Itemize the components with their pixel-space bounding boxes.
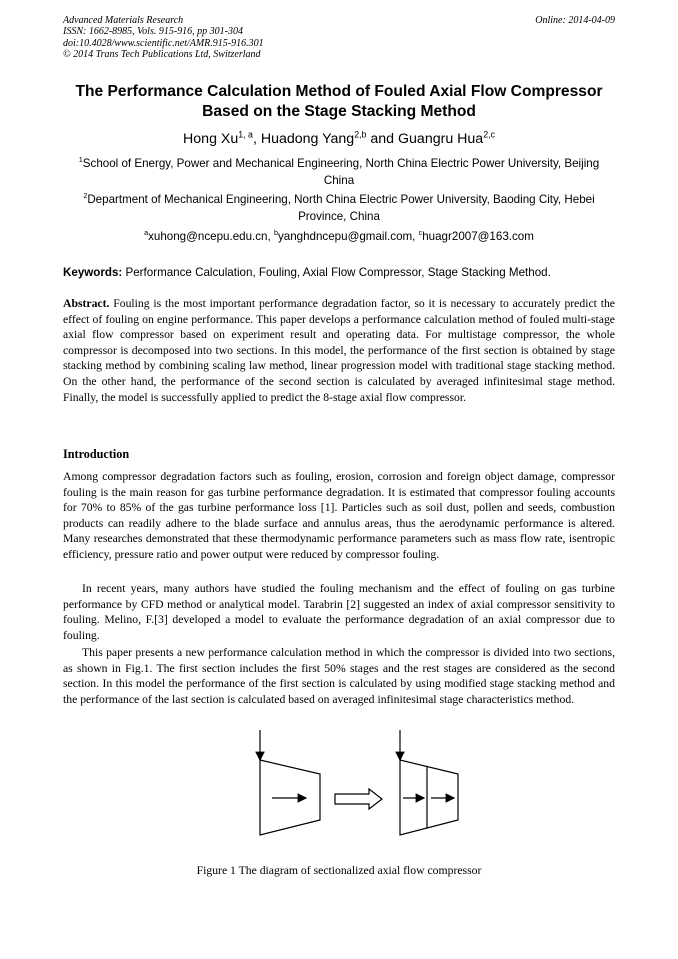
email-sup: a <box>144 228 149 238</box>
author-name: Huadong Yang <box>260 131 355 147</box>
copyright-line: © 2014 Trans Tech Publications Ltd, Switzerland <box>63 49 261 61</box>
intro-paragraph-1: Among compressor degradation factors such as fouling, erosion, corrosion and foreign object damage, compressor fouling is the main reason for gas turbine performance degradation. It is estimated that compressor fouling accounts for 70% to 85% of the gas turbine performance loss [1]. Particles such as soil dust, pollen and seeds, combustion products can readily adhere to the blade surface and annulus areas, thus the aerodynamic performance is altered. Many researches demonstrated that these thermodynamic performance parameters such as mass flow rate, isentropic efficiency, pressure ratio and power output were reduced by compressor fouling. <box>63 470 615 561</box>
transform-arrow <box>335 789 382 809</box>
author-sep: , <box>252 131 261 147</box>
keywords-label: Keywords: <box>63 266 123 279</box>
affiliation-1 <box>63 155 615 189</box>
email-list <box>63 229 615 245</box>
affiliation-sup: 1 <box>78 155 83 165</box>
email-text: yanghdncepu@gmail.com, <box>277 230 419 243</box>
author-sup: 1, a <box>238 129 253 140</box>
author-list <box>63 130 615 148</box>
section-heading: Introduction <box>63 447 130 461</box>
author-name: Hong Xu <box>183 131 239 147</box>
email-text: xuhong@ncepu.edu.cn, <box>148 230 274 243</box>
author-sup: 2,b <box>354 129 367 140</box>
email-sup: c <box>418 228 423 238</box>
doi-line: doi:10.4028/www.scientific.net/AMR.915-916.301 <box>63 37 264 49</box>
author-sep: and <box>366 131 398 147</box>
abstract <box>63 296 615 405</box>
online-date: Online: 2014-04-09 <box>535 15 615 26</box>
email-sup: b <box>273 228 278 238</box>
affiliation-text: Department of Mechanical Engineering, North China Electric Power University, Baoding City, Hebei Province, China <box>87 193 595 223</box>
intro-paragraph-2: In recent years, many authors have studied the fouling mechanism and the effect of fouling on gas turbine performance by CFD method or analytical model. Tarabrin [2] suggested an index of axial compressor sensitivity to fouling. Melino, F.[3] developed a model to evaluate the performance degradation of an axial compressor due to fouling. <box>63 582 615 642</box>
figure-caption: Figure 1 The diagram of sectionalized axial flow compressor <box>196 864 482 877</box>
title-line: Based on the Stage Stacking Method <box>202 103 476 120</box>
title-line: The Performance Calculation Method of Fouled Axial Flow Compressor <box>75 83 603 100</box>
author-sup: 2,c <box>483 129 495 140</box>
affiliation-text: School of Energy, Power and Mechanical Engineering, North China Electric Power University, Beijing China <box>82 157 600 187</box>
affiliation-2 <box>63 191 615 225</box>
email-text: huagr2007@163.com <box>422 230 534 243</box>
issn-line: ISSN: 1662-8985, Vols. 915-916, pp 301-304 <box>63 26 243 38</box>
author-name: Guangru Hua <box>398 131 484 147</box>
journal-name: Advanced Materials Research <box>63 15 184 26</box>
intro-paragraph-3: This paper presents a new performance calculation method in which the compressor is divided into two sections, as shown in Fig.1. The first section includes the first 50% stages and the rest stages are considered as the second section. In this model the performance of the first section is calculated by using modified stage stacking method and the performance of the last section is calculated based on averaged infinitesimal stage characteristics method. <box>63 646 615 706</box>
keywords <box>63 265 615 280</box>
abstract-text: Fouling is the most important performance degradation factor, so it is necessary to accurately predict the effect of fouling on engine performance. This paper develops a performance calculation method of fouled multi-stage axial flow compressor based on experiment result and operating data. For multistage compressor, the whole compressor is decomposed into two sections. In this model, the performance of the first section is obtained by stage stacking method by combining scaling law method, linear progression model with traditional stage stacking method. On the other hand, the performance of the second section is calculated by averaged infinitesimal stage method. Finally, the model is successfully applied to predict the 8-stage axial flow compressor. <box>63 297 615 404</box>
compressor-diagram <box>240 730 460 850</box>
paper-title <box>63 82 615 122</box>
keywords-text: Performance Calculation, Fouling, Axial Flow Compressor, Stage Stacking Method. <box>122 266 551 279</box>
journal-info <box>63 15 264 61</box>
abstract-label: Abstract. <box>63 297 110 310</box>
affiliation-sup: 2 <box>83 191 88 201</box>
